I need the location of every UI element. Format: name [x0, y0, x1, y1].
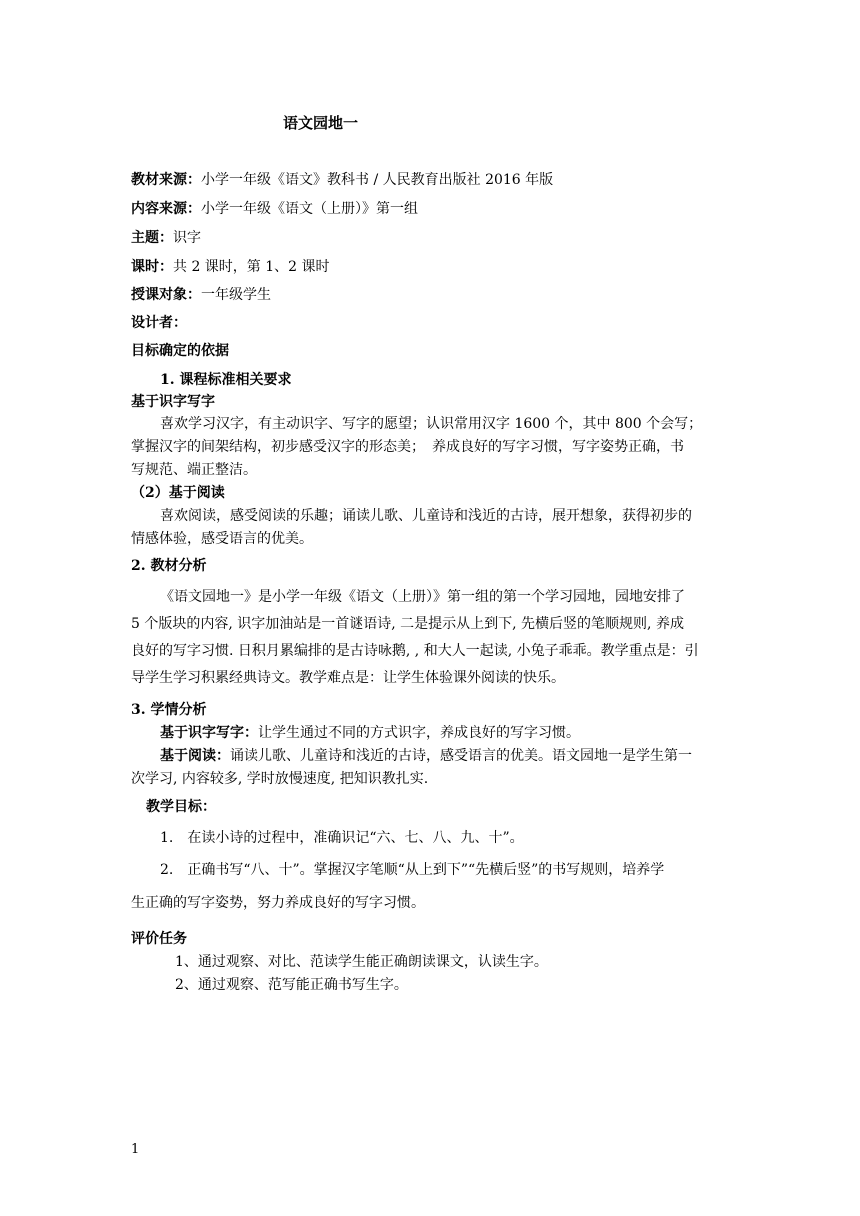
meta-value: 共 2 课时，第 1、2 课时 — [173, 259, 330, 275]
meta-designer — [131, 313, 187, 333]
inline-text: 让学生通过不同的方式识字，养成良好的写字习惯。 — [258, 725, 580, 741]
paragraph-line: 写规范、端正整洁。 — [131, 462, 257, 478]
eval-item: 2、通过观察、范写能正确书写生字。 — [175, 977, 408, 993]
subsection-heading: 1. 课程标准相关要求 — [160, 372, 292, 388]
learner-reading — [160, 746, 692, 766]
goal-item: 2. 正确书写“八、十”。掌握汉字笔顺“从上到下”“先横后竖”的书写规则，培养学 — [160, 862, 665, 878]
paragraph-line: 喜欢学习汉字，有主动识字、写字的愿望；认识常用汉字 1600 个，其中 800 个会写； — [160, 416, 703, 432]
meta-value: 识字 — [173, 230, 201, 246]
paragraph-line: 掌握汉字的间架结构，初步感受汉字的形态美； 养成良好的写字习惯，写字姿势正确，书 — [131, 439, 684, 455]
section-heading: 2. 教材分析 — [131, 558, 207, 574]
meta-label: 设计者： — [131, 315, 187, 331]
learner-literacy — [160, 723, 580, 743]
paragraph-line: 情感体验，感受语言的优美。 — [131, 531, 313, 547]
section-heading: 目标确定的依据 — [131, 343, 229, 359]
paragraph-line: 《语文园地一》是小学一年级《语文（上册）》第一组的第一个学习园地，园地安排了 — [160, 589, 685, 605]
eval-item: 1、通过观察、对比、范读学生能正确朗读课文，认读生字。 — [175, 954, 548, 970]
section-heading: 评价任务 — [131, 931, 187, 947]
meta-label: 课时： — [131, 259, 173, 275]
paragraph-line: 良好的写字习惯. 日积月累编排的是古诗咏鹅, , 和大人一起读, 小兔子乖乖。教学重点是：引 — [131, 643, 699, 659]
section-heading: 教学目标： — [146, 799, 216, 815]
meta-label: 授课对象： — [131, 287, 201, 303]
inline-text: 诵读儿歌、儿童诗和浅近的古诗，感受语言的优美。语文园地一是学生第一 — [230, 748, 692, 764]
paragraph-line: 5 个版块的内容, 识字加油站是一首谜语诗, 二是提示从上到下, 先横后竖的笔顺规则, 养成 — [131, 616, 684, 632]
meta-value: 小学一年级《语文（上册）》第一组 — [201, 201, 418, 217]
meta-topic — [131, 228, 201, 248]
subsection-heading: 基于识字写字 — [131, 394, 215, 410]
paragraph-line: 喜欢阅读，感受阅读的乐趣；诵读儿歌、儿童诗和浅近的古诗，展开想象，获得初步的 — [160, 508, 692, 524]
page-number: 1 — [131, 1142, 140, 1157]
meta-label: 内容来源： — [131, 201, 201, 217]
page-title: 语文园地一 — [283, 114, 359, 132]
meta-value: 一年级学生 — [201, 287, 271, 303]
inline-label: 基于阅读： — [160, 748, 230, 764]
meta-label: 主题： — [131, 230, 173, 246]
meta-label: 教材来源： — [131, 172, 201, 188]
goal-item: 1. 在读小诗的过程中，准确识记“六、七、八、九、十”。 — [160, 830, 524, 846]
inline-label: 基于识字写字： — [160, 725, 258, 741]
section-heading: 3. 学情分析 — [131, 702, 207, 718]
goal-item-continued: 生正确的写字姿势，努力养成良好的写字习惯。 — [131, 895, 425, 911]
meta-textbook — [131, 170, 553, 190]
subsection-heading: （2）基于阅读 — [131, 485, 225, 501]
paragraph-line: 次学习, 内容较多, 学时放慢速度, 把知识教扎实. — [131, 771, 429, 787]
paragraph-line: 导学生学习积累经典诗文。教学难点是：让学生体验课外阅读的快乐。 — [131, 670, 565, 686]
meta-hours — [131, 257, 330, 277]
meta-audience — [131, 285, 271, 305]
meta-value: 小学一年级《语文》教科书 / 人民教育出版社 2016 年版 — [201, 172, 554, 188]
meta-content — [131, 199, 418, 219]
